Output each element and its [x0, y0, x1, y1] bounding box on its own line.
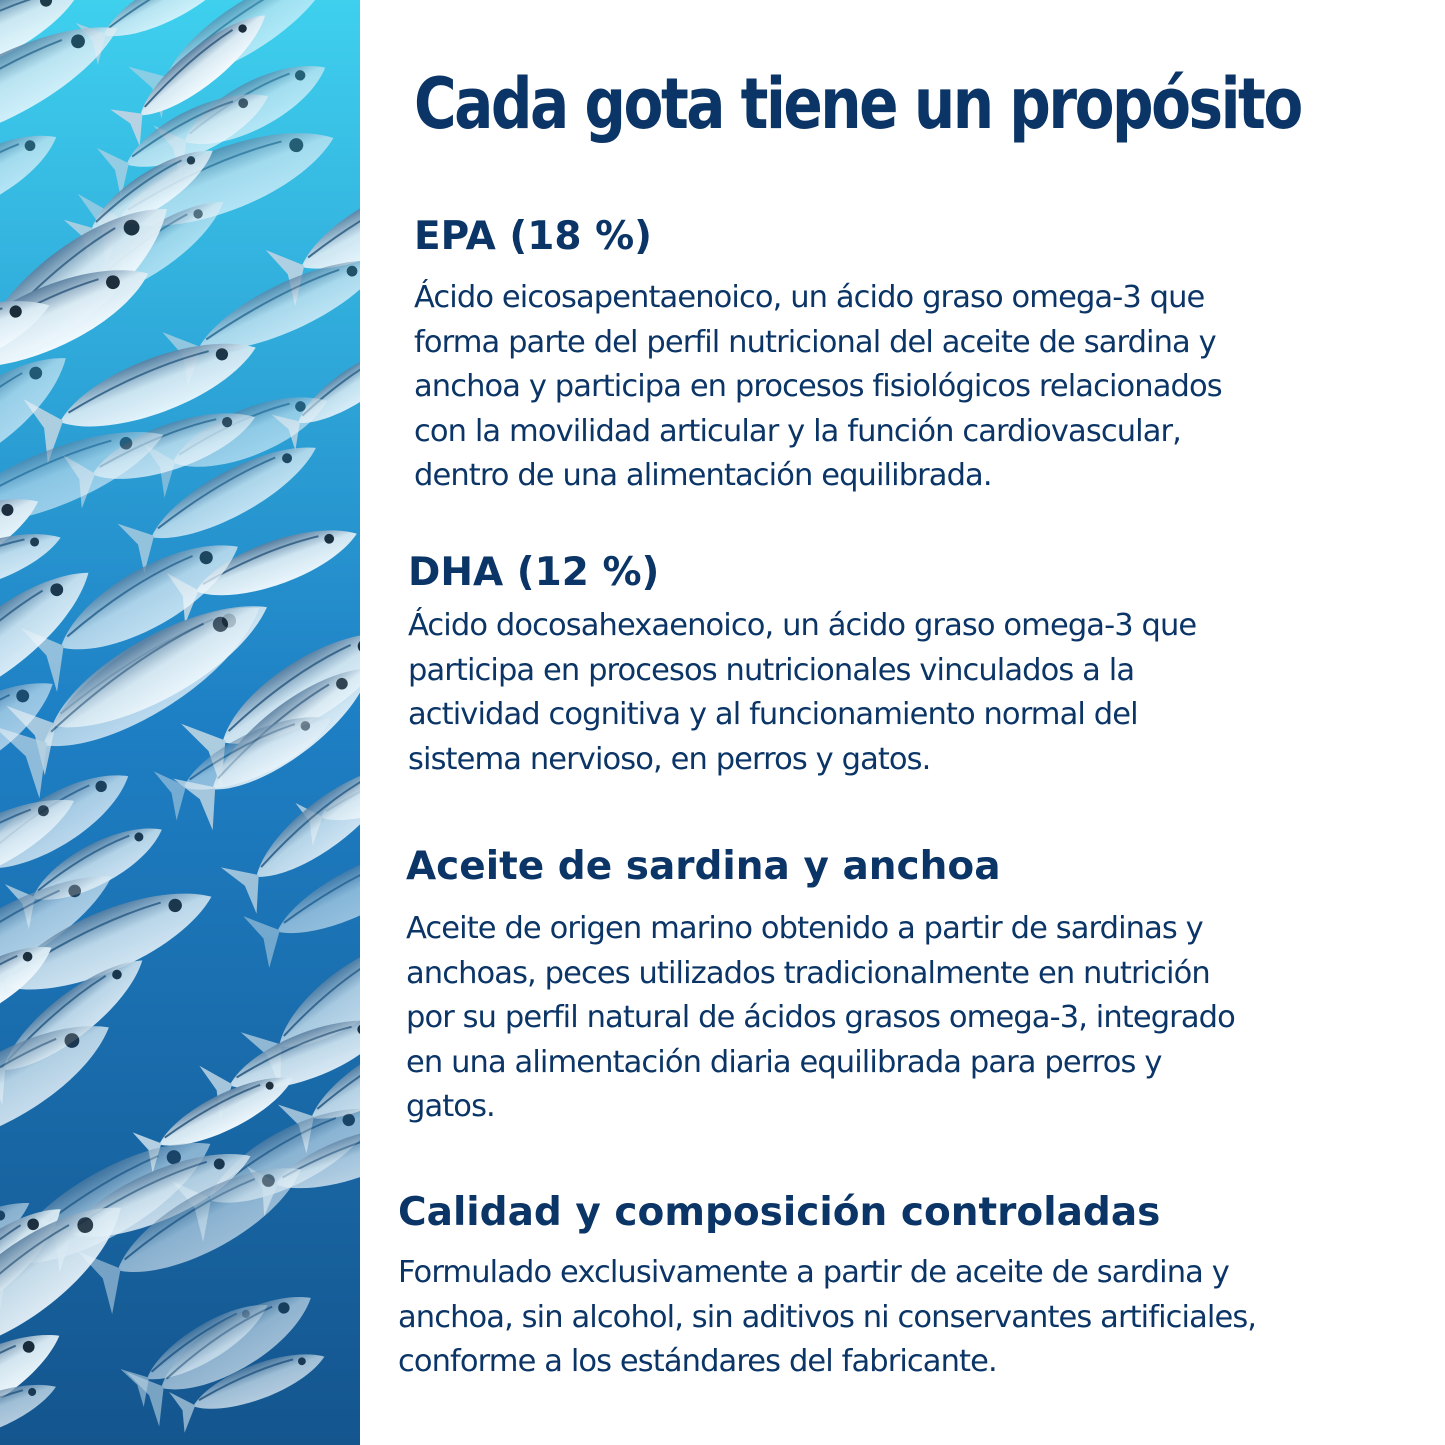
section-heading-aceite: Aceite de sardina y anchoa [406, 844, 1001, 889]
section-body-calidad: Formulado exclusivamente a partir de aceite de sardina y anchoa, sin alcohol, sin aditivos ni conservantes artificiales, conforme a los estándares del fabricante. [398, 1255, 1257, 1379]
section-heading-epa: EPA (18 %) [414, 214, 652, 259]
school-of-fish-icon [0, 0, 360, 1445]
section-body-dha: Ácido docosahexaenoico, un ácido graso omega-3 que participa en procesos nutricionales vinculados a la actividad cognitiva y al funcionamiento normal del sistema nervioso, en perros y gatos. [408, 608, 1197, 777]
section-dha [408, 546, 1428, 782]
page-title: Cada gota tiene un propósito [414, 63, 1301, 145]
section-body-aceite: Aceite de origen marino obtenido a partir de sardinas y anchoas, peces utilizados tradicionalmente en nutrición por su perfil natural de ácidos grasos omega-3, integrado en una alimentación diaria equilibrada para perros y gatos. [406, 911, 1235, 1124]
section-calidad [398, 1186, 1418, 1385]
section-aceite [406, 840, 1426, 1130]
section-heading-dha: DHA (12 %) [408, 550, 660, 595]
section-heading-calidad: Calidad y composición controladas [398, 1190, 1161, 1235]
fish-school-photo [0, 0, 360, 1445]
section-epa [414, 210, 1434, 499]
section-body-epa: Ácido eicosapentaenoico, un ácido graso omega-3 que forma parte del perfil nutricional del aceite de sardina y anchoa y participa en procesos fisiológicos relacionados con la movilidad articular y la función cardiovascular, dentro de una alimentación equilibrada. [414, 280, 1222, 493]
